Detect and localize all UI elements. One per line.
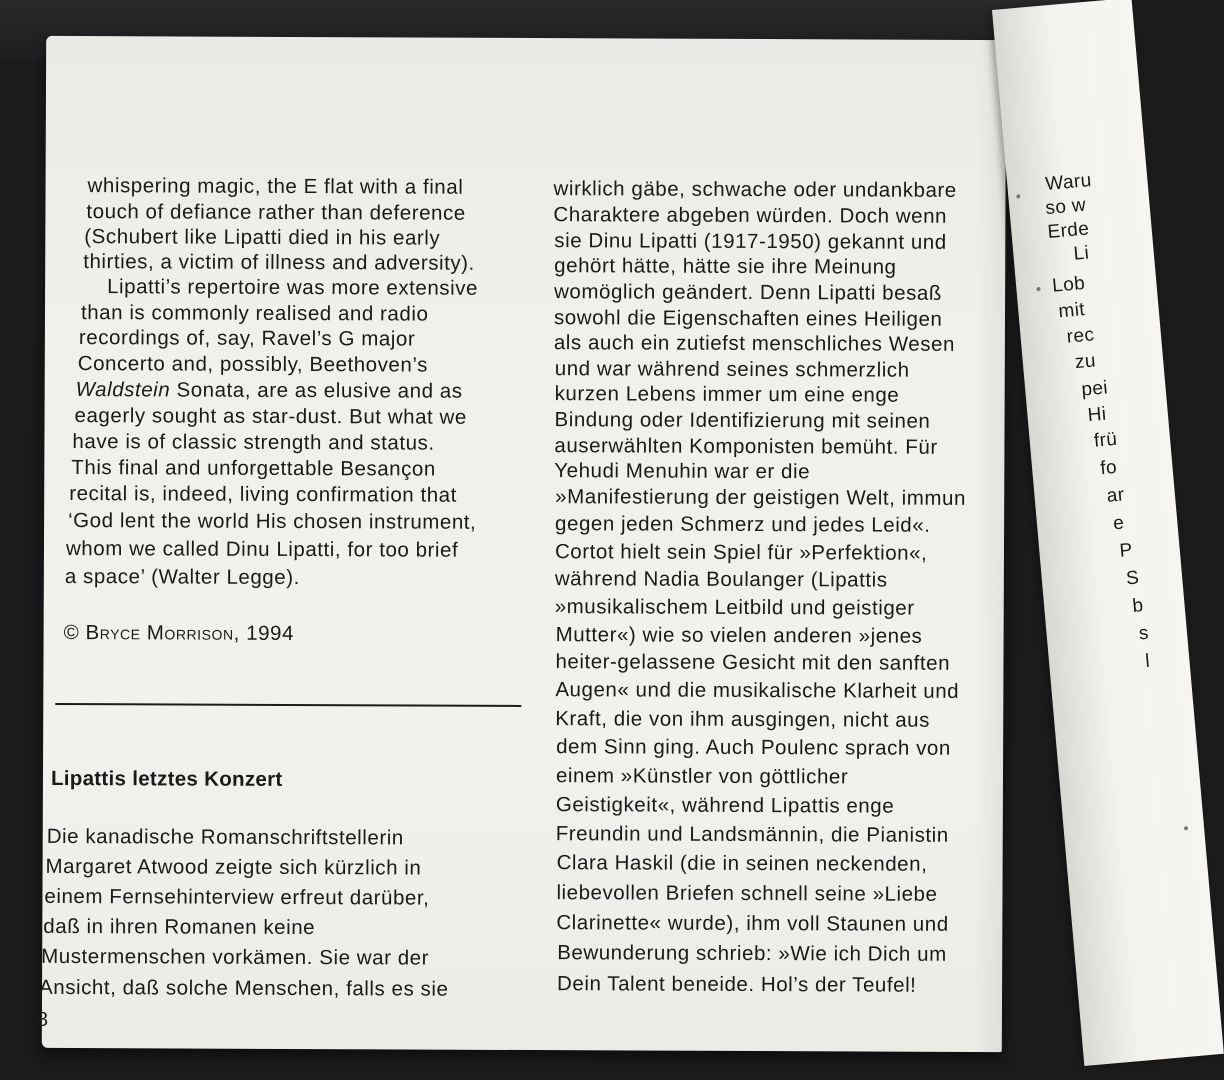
next-page-fragment: Waru <box>1044 170 1093 195</box>
text-line: Dein Talent beneide. Hol’s der Teufel! <box>557 972 917 997</box>
text-line: Cortot hielt sein Spiel für »Perfektion«, <box>554 540 928 565</box>
text-line: gehört hätte, hätte sie ihre Meinung <box>554 254 897 279</box>
next-page-fragment: fo <box>1099 456 1118 480</box>
copyright-year: , 1994 <box>233 621 295 645</box>
next-page-fragment: l <box>1144 650 1151 673</box>
next-page-fragment: ar <box>1105 484 1126 507</box>
paper-speck <box>1184 826 1188 830</box>
text-line: recital is, indeed, living confirmation that <box>69 482 457 507</box>
paper-speck <box>1016 194 1020 198</box>
next-page-edge <box>992 0 1224 1066</box>
next-page-fragment: Hi <box>1086 403 1108 427</box>
text-fragment: Sonata, are as elusive and as <box>176 378 463 403</box>
text-line: touch of defiance rather than deference <box>86 200 466 225</box>
next-page-fragment: b <box>1131 595 1145 617</box>
next-page-fragment: s <box>1138 622 1150 645</box>
next-page-fragment: P <box>1118 539 1134 562</box>
text-line: (Schubert like Lipatti died in his early <box>84 225 441 250</box>
text-line: sie Dinu Lipatti (1917-1950) gekannt und <box>554 229 947 254</box>
text-line: auserwählten Komponisten bemüht. Für <box>554 434 938 459</box>
next-page-fragment: Lob <box>1051 272 1087 297</box>
text-line: Bindung oder Identifizierung mit seinen <box>554 408 931 433</box>
text-line-waldstein <box>76 378 463 404</box>
text-line: ‘God lent the world His chosen instrument, <box>68 509 477 534</box>
next-page-fragment: zu <box>1074 350 1097 374</box>
text-line: Concerto and, possibly, Beethoven’s <box>77 352 428 377</box>
next-page-fragment: frü <box>1093 428 1119 452</box>
text-line: than is commonly realised and radio <box>80 301 429 326</box>
text-line: »Manifestierung der geistigen Welt, immun <box>555 485 966 510</box>
text-line: während Nadia Boulanger (Lipattis <box>554 567 888 592</box>
next-page-fragment: mit <box>1057 299 1086 323</box>
text-line: Kraft, die von ihm ausgingen, nicht aus <box>555 707 931 732</box>
text-line: womöglich geändert. Denn Lipatti besaß <box>554 280 942 305</box>
text-line: Clarinette« wurde), ihm voll Staunen und <box>556 911 949 936</box>
text-line: wirklich gäbe, schwache oder undankbare <box>553 177 957 202</box>
next-page-fragment: S <box>1125 567 1141 590</box>
next-page-fragment: Li <box>1072 242 1091 265</box>
booklet-page <box>36 36 1006 1052</box>
text-line: liebevollen Briefen schnell seine »Liebe <box>556 881 938 906</box>
next-page-fragment: rec <box>1065 324 1096 348</box>
page-number: 8 <box>36 1008 49 1031</box>
text-line: daß in ihren Romanen keine <box>43 914 316 940</box>
text-line: dem Sinn ging. Auch Poulenc sprach von <box>556 735 951 760</box>
next-page-fragment: Erde <box>1046 218 1091 243</box>
text-line: kurzen Lebens immer um eine enge <box>554 382 900 407</box>
text-line: Charaktere abgeben würden. Doch wenn <box>553 203 948 228</box>
copyright-line <box>64 621 294 646</box>
section-divider <box>55 703 521 707</box>
text-line: gegen jeden Schmerz und jedes Leid«. <box>555 512 931 537</box>
text-line: This final and unforgettable Besançon <box>71 456 436 481</box>
text-line: Mustermenschen vorkämen. Sie war der <box>41 944 430 970</box>
right-column <box>542 38 1006 1052</box>
next-page-fragment: so w <box>1044 194 1087 220</box>
copyright-symbol: © <box>63 620 80 645</box>
text-line: »musikalischem Leitbild und geistiger <box>554 595 915 620</box>
text-line: Freundin und Landsmännin, die Pianistin <box>555 822 949 847</box>
text-line: Ansicht, daß solche Menschen, falls es sie <box>39 975 449 1001</box>
text-line: und war während seines schmerzlich <box>554 357 910 382</box>
text-line: have is of classic strength and status. <box>72 430 435 455</box>
next-page-fragment: pei <box>1080 377 1109 401</box>
text-line: heiter-gelassene Gesicht mit den sanften <box>555 650 951 675</box>
text-line: einem »Künstler von göttlicher <box>555 764 849 789</box>
text-line: einem Fernsehinterview erfreut darüber, <box>44 884 430 910</box>
section-heading: Lipattis letztes Konzert <box>50 766 283 791</box>
text-line: Geistigkeit«, während Lipattis enge <box>555 793 895 818</box>
text-line: Margaret Atwood zeigte sich kürzlich in <box>45 854 422 880</box>
text-line: Lipatti’s repertoire was more extensive <box>107 275 479 300</box>
text-line: Mutter«) wie so vielen anderen »jenes <box>555 623 923 648</box>
text-line: Yehudi Menuhin war er die <box>554 459 811 484</box>
paper-speck <box>1036 287 1040 291</box>
left-column <box>36 36 536 1050</box>
text-line: Augen« und die musikalische Klarheit und <box>555 678 960 703</box>
text-line: Clara Haskil (die in seinen neckenden, <box>556 851 928 876</box>
text-line: sowohl die Eigenschaften eines Heiligen <box>553 306 943 331</box>
next-page-fragment: e <box>1112 512 1126 535</box>
text-line: eagerly sought as star-dust. But what we <box>74 404 467 429</box>
text-line: whom we called Dinu Lipatti, for too brief <box>65 537 459 562</box>
text-line: Die kanadische Romanschriftstellerin <box>46 824 404 850</box>
text-line: recordings of, say, Ravel’s G major <box>78 326 416 351</box>
text-line: als auch ein zutiefst menschliches Wesen <box>553 331 955 356</box>
copyright-author: Bryce Morrison <box>85 621 234 645</box>
text-line: whispering magic, the E flat with a final <box>87 174 464 199</box>
text-line: a space’ (Walter Legge). <box>64 564 300 590</box>
work-title: Waldstein <box>75 378 171 402</box>
text-line: Bewunderung schrieb: »Wie ich Dich um <box>557 941 947 966</box>
text-line: thirties, a victim of illness and adversity). <box>83 250 475 275</box>
